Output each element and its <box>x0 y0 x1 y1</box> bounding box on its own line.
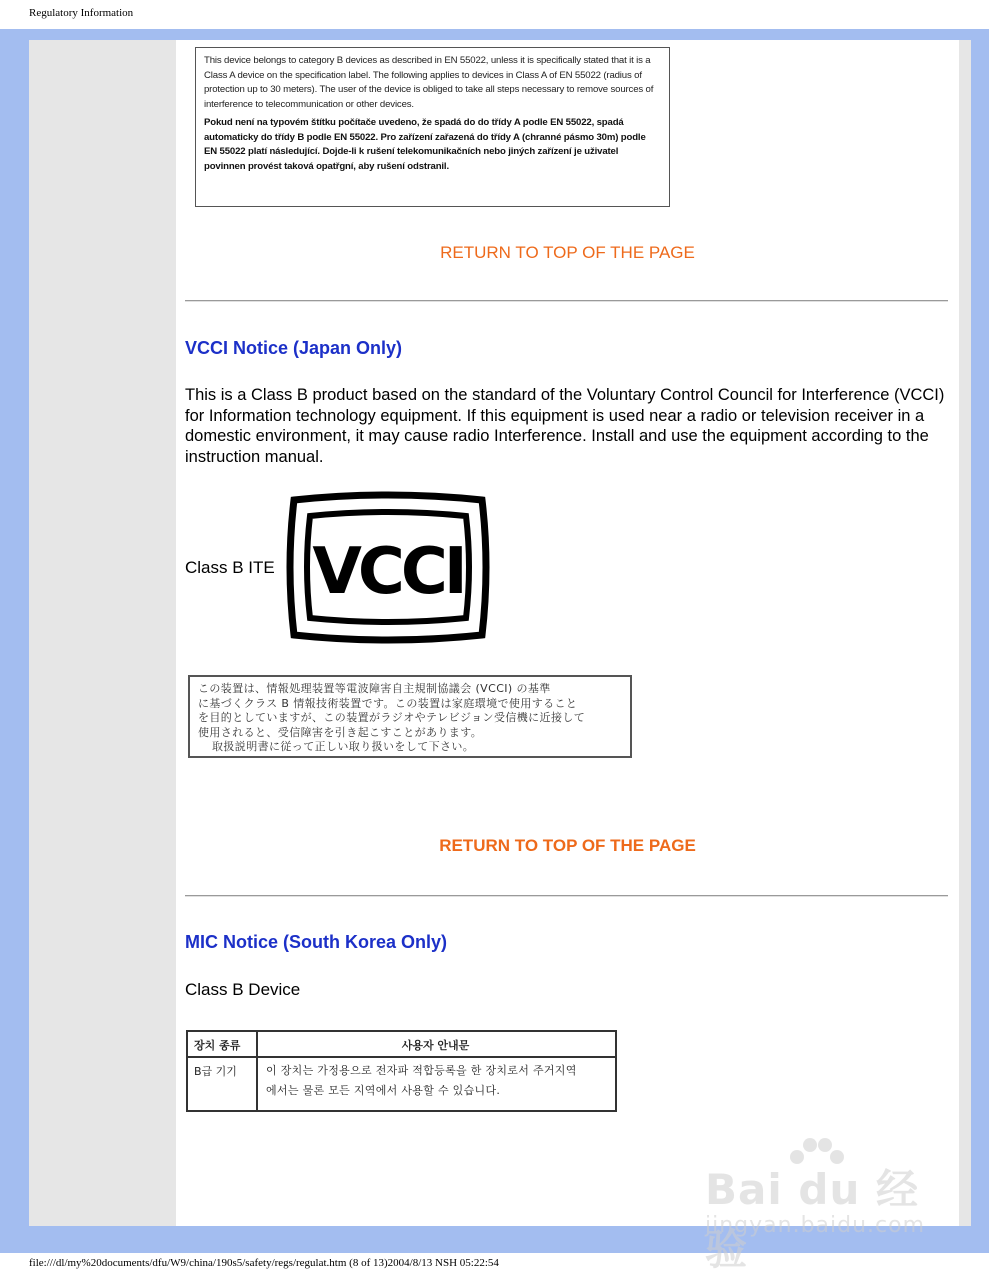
table-cell-user-guide <box>266 1061 609 1101</box>
table-cell-line: 에서는 물론 모든 지역에서 사용할 수 있습니다. <box>266 1084 501 1097</box>
section-divider <box>185 895 948 897</box>
vcci-logo-text: VCCI <box>312 535 464 609</box>
vcci-body-text: This is a Class B product based on the standard of the Voluntary Control Council for Interference (VCCI) for Information technology equipment. If this equipment is used near a radio or television receiver in a domestic environment, it may cause radio Interference. Install and use the equipment according to the instruction manual. <box>185 386 945 466</box>
return-to-top-link[interactable]: RETURN TO TOP OF THE PAGE <box>440 243 695 262</box>
left-sidebar-column <box>29 40 176 1226</box>
vcci-japanese-notice-box <box>188 675 632 758</box>
vcci-section-title: VCCI Notice (Japan Only) <box>185 338 403 358</box>
table-header-user-guide: 사용자 안내문 <box>401 1039 470 1052</box>
table-cell-device-class: B급 기기 <box>194 1065 237 1078</box>
jp-line: 取扱説明書に従って正しい取り扱いをして下さい。 <box>212 740 475 753</box>
table-header-device-type: 장치 종류 <box>194 1039 241 1052</box>
vcci-class-label: Class B ITE <box>185 558 275 577</box>
return-to-top-link[interactable]: RETURN TO TOP OF THE PAGE <box>439 836 696 855</box>
en55022-notice-box <box>195 47 670 207</box>
table-cell-line: 이 장치는 가정용으로 전자파 적합등록을 한 장치로서 주거지역 <box>266 1064 577 1077</box>
watermark-logo: Bai du 经验 <box>705 1165 919 1274</box>
en55022-notice-english: This device belongs to category B devices as described in EN 55022, unless it is specifically stated that it is a Class A device on the specification label. The following applies to devices in Class A of EN 55022 (radius of protection up to 30 meters). The user of the device is obliged to take all steps necessary to remove sources of interference to telecommunication or other devices. <box>204 55 654 110</box>
jp-line: 使用されると、受信障害を引き起こすことがあります。 <box>198 725 483 739</box>
watermark-url: jingyan.baidu.com <box>705 1213 926 1238</box>
footer-file-path: file:///dl/my%20documents/dfu/W9/china/190s5/safety/regs/regulat.htm (8 of 13)2004/8/13 NSH 05:22:54 <box>29 1257 499 1269</box>
section-divider <box>185 300 948 302</box>
mic-section-title: MIC Notice (South Korea Only) <box>185 932 448 952</box>
page-header-title: Regulatory Information <box>29 7 134 19</box>
baidu-watermark <box>700 1135 940 1274</box>
jp-line: この装置は、情報処理装置等電波障害自主規制協議会 (VCCI) の基準 <box>198 682 551 695</box>
mic-korean-notice-table <box>186 1030 617 1112</box>
en55022-notice-czech: Pokud není na typovém štítku počítače uvedeno, že spadá do do třídy A podle EN 55022, spadá automaticky do třídy B podle EN 55022. Pro zařízení zařazená do třídy A (chranné pásmo 30m) podle EN 55022 platí následující. Dojde-li k rušení telekomunikačních nebo jiných zařízení je uživatel povinnen provést taková opatřgní, aby rušení odstranil. <box>204 117 646 172</box>
jp-line: に基づくクラス B 情報技術装置です。この装置は家庭環境で使用すること <box>198 696 578 710</box>
vcci-logo <box>286 490 491 645</box>
mic-class-label: Class B Device <box>185 980 301 999</box>
jp-line: を目的としていますが、この装置がラジオやテレビジョン受信機に近接して <box>198 711 586 724</box>
right-margin-bar <box>959 40 971 1226</box>
